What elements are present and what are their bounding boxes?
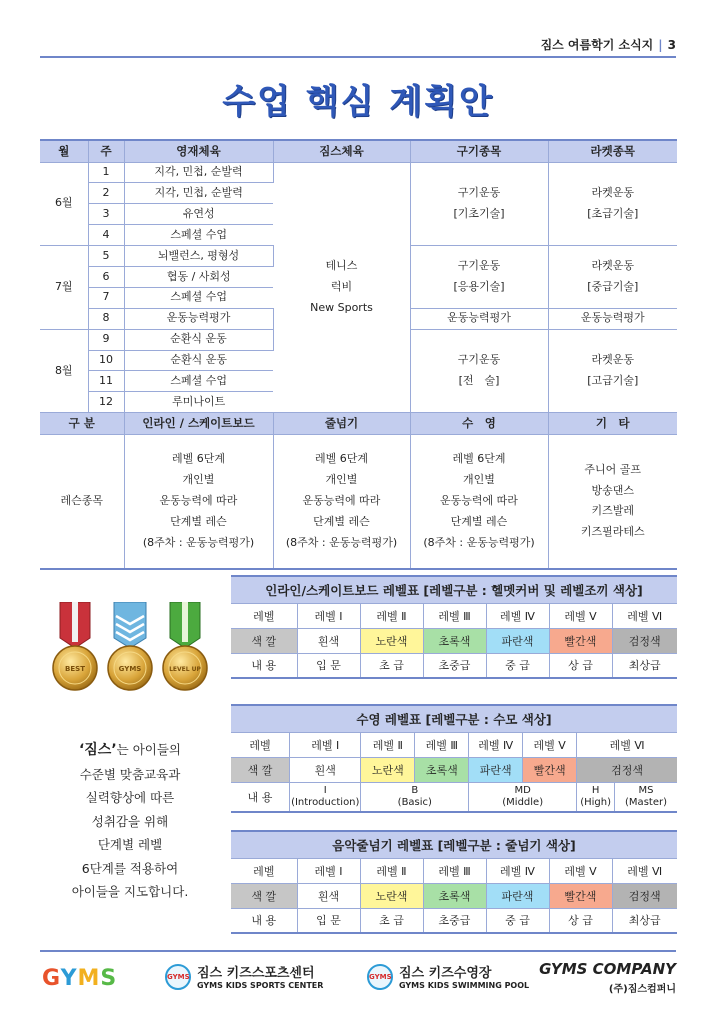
lesson-line: 개인별 — [325, 473, 358, 487]
gifted-pe-cell: 운동능력평가 — [124, 308, 273, 329]
swim-level-table — [231, 704, 677, 813]
lesson-line: 운동능력에 따라 — [302, 493, 381, 507]
swim-code: H — [591, 784, 600, 796]
week-cell: 2 — [88, 183, 124, 204]
gifted-pe-cell: 지각, 민첩, 순발력 — [124, 162, 273, 183]
footer — [40, 950, 676, 1002]
racket-line: [중급기술] — [587, 279, 639, 293]
gifted-pe-cell: 지각, 민첩, 순발력 — [124, 183, 273, 204]
swim-code: B — [411, 784, 419, 796]
header-cell: 라켓종목 — [548, 140, 677, 162]
content-cell: 초 급 — [360, 908, 423, 933]
lesson-line: 레벨 6단계 — [172, 452, 225, 466]
lesson-line: 개인별 — [463, 473, 495, 487]
color-cell-red: 빨간색 — [549, 628, 612, 653]
level-cell: 레벨 Ⅴ — [523, 732, 577, 757]
week-cell: 9 — [88, 329, 124, 350]
racket-aug-cell — [548, 329, 677, 413]
gifted-pe-cell: 스페셜 수업 — [124, 371, 273, 392]
description-line: 성취감을 위해 — [91, 813, 169, 829]
header-cell: 구기종목 — [410, 140, 548, 162]
level-cell: 레벨 Ⅳ — [486, 858, 549, 883]
level-cell: 레벨 Ⅵ — [612, 858, 677, 883]
header-cell: 월 — [40, 140, 88, 162]
content-cell: 상 급 — [549, 653, 612, 678]
swim-name: (Middle) — [502, 796, 544, 808]
swim-content-cell — [615, 782, 677, 812]
color-cell-black: 검정색 — [577, 757, 677, 782]
level-cell: 레벨 Ⅰ — [297, 858, 360, 883]
header-cell: 영재체육 — [124, 140, 273, 162]
lesson-line: 운동능력에 따라 — [440, 493, 518, 507]
color-cell-white: 흰색 — [297, 883, 360, 908]
week-cell: 4 — [88, 225, 124, 246]
color-cell-blue: 파란색 — [486, 883, 549, 908]
row-label: 레벨 — [231, 858, 297, 883]
color-cell-white: 흰색 — [290, 757, 361, 782]
level-cell: 레벨 Ⅳ — [469, 732, 523, 757]
content-cell: 초 급 — [360, 653, 423, 678]
ball-line: 구기운동 — [457, 259, 501, 272]
logo-letter: Y — [60, 966, 78, 991]
etc-line: 키즈필라테스 — [580, 525, 645, 539]
header-cell: 인라인 / 스케이트보드 — [124, 413, 273, 435]
level-cell: 레벨 Ⅴ — [549, 858, 612, 883]
header-cell: 짐스체육 — [273, 140, 410, 162]
logo-letter: M — [77, 966, 101, 991]
level-cell: 레벨 Ⅰ — [297, 603, 360, 628]
month-cell: 7월 — [40, 246, 88, 330]
header-cell: 수 영 — [410, 413, 548, 435]
week-cell: 5 — [88, 246, 124, 267]
lesson-line: 운동능력에 따라 — [159, 493, 238, 507]
color-cell-black: 검정색 — [612, 628, 677, 653]
content-cell: 상 급 — [549, 908, 612, 933]
gyms-logo — [42, 966, 117, 991]
header-divider: | — [658, 38, 663, 52]
gifted-pe-cell: 유연성 — [124, 204, 273, 225]
swim-code: MS — [638, 784, 654, 796]
color-cell-green: 초록색 — [423, 883, 486, 908]
swim-content-cell — [469, 782, 577, 812]
row-label: 색 깔 — [231, 757, 290, 782]
gifted-pe-cell: 루미나이트 — [124, 392, 273, 413]
green-ribbon-medal — [163, 602, 207, 690]
ball-june-cell — [410, 162, 548, 246]
row-label: 내 용 — [231, 653, 297, 678]
month-cell: 8월 — [40, 329, 88, 413]
color-cell-yellow: 노란색 — [360, 883, 423, 908]
schedule-table — [40, 139, 677, 570]
lesson-line: (8주차 : 운동능력평가) — [423, 535, 535, 549]
row-label: 내 용 — [231, 782, 290, 812]
color-cell-red: 빨간색 — [523, 757, 577, 782]
description-line: 실력향상에 따른 — [85, 790, 175, 805]
racket-line: [고급기술] — [587, 373, 639, 387]
center-name: 짐스 키즈스포츠센터 — [197, 966, 315, 981]
ball-line: 구기운동 — [457, 185, 501, 199]
ball-aug-cell — [410, 329, 548, 413]
schedule-header-row — [40, 140, 677, 162]
week-cell: 3 — [88, 204, 124, 225]
level-cell: 레벨 Ⅱ — [360, 603, 423, 628]
gyms-pe-item: New Sports — [310, 300, 373, 314]
content-cell: 최상급 — [612, 653, 677, 678]
row-label: 색 깔 — [231, 883, 297, 908]
gyms-pe-item: 럭비 — [330, 279, 353, 293]
description-line: 아이들을 지도합니다. — [71, 884, 189, 899]
content-cell: 중 급 — [486, 653, 549, 678]
week-cell: 6 — [88, 266, 124, 287]
racket-june-cell — [548, 162, 677, 246]
color-cell-green: 초록색 — [415, 757, 469, 782]
lesson-line: 레벨 6단계 — [315, 452, 368, 466]
racket-line: 라켓운동 — [591, 185, 634, 199]
level-cell: 레벨 Ⅱ — [360, 858, 423, 883]
lesson-line: 단계별 레슨 — [313, 514, 370, 528]
description-highlight: ‘짐스’ — [78, 742, 117, 758]
week-cell: 11 — [88, 371, 124, 392]
company-name-kr: (주)짐스컴퍼니 — [608, 984, 676, 995]
gifted-pe-cell: 뇌밸런스, 평형성 — [124, 246, 273, 267]
newsletter-title: 짐스 여름학기 소식지 — [540, 38, 654, 52]
gyms-pe-item: 테니스 — [325, 259, 358, 272]
company-name: GYMS COMPANY — [539, 960, 676, 978]
jumprope-lesson-cell — [273, 435, 410, 569]
lessons-label-cell: 레슨종목 — [40, 435, 124, 569]
swim-name: (Master) — [625, 796, 667, 808]
jumprope-level-title: 음악줄넘기 레벨표 [레벨구분 : 줄넘기 색상] — [231, 831, 677, 858]
etc-line: 방송댄스 — [591, 483, 634, 497]
swim-name: (Basic) — [397, 796, 432, 808]
row-label: 내 용 — [231, 908, 297, 933]
ball-july-cell — [410, 246, 548, 309]
description-line: 6단계를 적용하여 — [81, 860, 179, 876]
content-cell: 입 문 — [297, 908, 360, 933]
level-cell: 레벨 Ⅱ — [361, 732, 415, 757]
level-cell: 레벨 Ⅵ — [577, 732, 677, 757]
swim-level-title: 수영 레벨표 [레벨구분 : 수모 색상] — [231, 705, 677, 732]
header-cell: 주 — [88, 140, 124, 162]
level-cell: 레벨 Ⅲ — [415, 732, 469, 757]
lesson-line: 레벨 6단계 — [452, 452, 506, 466]
swim-lesson-cell — [410, 435, 548, 569]
lessons-header-row — [40, 413, 677, 435]
gifted-pe-cell: 순환식 운동 — [124, 350, 273, 371]
week-cell: 7 — [88, 287, 124, 308]
level-cell: 레벨 Ⅰ — [290, 732, 361, 757]
description-line: 단계별 레벨 — [97, 837, 163, 852]
pool-subname: GYMS KIDS SWIMMING POOL — [399, 981, 530, 990]
ball-line: 구기운동 — [457, 353, 501, 367]
logo-letter: G — [42, 966, 61, 991]
racket-eval-cell: 운동능력평가 — [548, 308, 677, 329]
swim-name: (High) — [580, 796, 611, 808]
logo-letter: S — [100, 966, 118, 991]
gifted-pe-cell: 스페셜 수업 — [124, 287, 273, 308]
gifted-pe-cell: 협동 / 사회성 — [124, 266, 273, 287]
lesson-line: (8주차 : 운동능력평가) — [142, 535, 255, 549]
ball-line: [전 술] — [458, 373, 500, 387]
etc-line: 주니어 골프 — [584, 462, 642, 476]
racket-july-cell — [548, 246, 677, 309]
swim-content-cell — [577, 782, 615, 812]
page-title: 수업 핵심 계획안 — [222, 82, 494, 122]
inline-lesson-cell — [124, 435, 273, 569]
color-cell-black: 검정색 — [612, 883, 677, 908]
color-cell-yellow: 노란색 — [360, 628, 423, 653]
content-cell: 최상급 — [612, 908, 677, 933]
level-cell: 레벨 Ⅳ — [486, 603, 549, 628]
swim-content-cell — [361, 782, 469, 812]
row-label: 레벨 — [231, 603, 297, 628]
week-cell: 12 — [88, 392, 124, 413]
jumprope-level-table — [231, 830, 677, 934]
description-line: 수준별 맞춤교육과 — [79, 766, 181, 782]
medals-illustration — [52, 602, 212, 698]
medal-label: BEST — [65, 665, 85, 673]
color-cell-red: 빨간색 — [549, 883, 612, 908]
header-cell: 구 분 — [40, 413, 124, 435]
description — [40, 738, 220, 904]
etc-line: 키즈발레 — [591, 504, 634, 518]
center-badge-icon: GYMS — [165, 964, 191, 990]
swim-name: (Introduction) — [291, 796, 360, 808]
ball-line: [기초기술] — [453, 206, 505, 220]
content-cell: 입 문 — [297, 653, 360, 678]
month-cell: 6월 — [40, 162, 88, 246]
level-cell: 레벨 Ⅵ — [612, 603, 677, 628]
gyms-pe-cell — [273, 162, 410, 413]
blue-ribbon-medal — [108, 602, 152, 690]
pool-badge-icon: GYMS — [367, 964, 393, 990]
swim-content-cell — [290, 782, 361, 812]
color-cell-yellow: 노란색 — [361, 757, 415, 782]
center-subname: GYMS KIDS SPORTS CENTER — [197, 981, 324, 990]
color-cell-blue: 파란색 — [469, 757, 523, 782]
row-label: 색 깔 — [231, 628, 297, 653]
swim-code: MD — [514, 784, 531, 796]
header-cell: 줄넘기 — [273, 413, 410, 435]
etc-lesson-cell — [548, 435, 677, 569]
content-cell: 중 급 — [486, 908, 549, 933]
gifted-pe-cell: 스페셜 수업 — [124, 225, 273, 246]
level-cell: 레벨 Ⅴ — [549, 603, 612, 628]
level-cell: 레벨 Ⅲ — [423, 603, 486, 628]
medal-label: GYMS — [118, 665, 142, 673]
content-cell: 초중급 — [423, 653, 486, 678]
ball-eval-cell: 운동능력평가 — [410, 308, 548, 329]
company-logo — [539, 960, 676, 995]
content-cell: 초중급 — [423, 908, 486, 933]
ball-line: [응용기술] — [453, 279, 505, 293]
inline-level-title: 인라인/스케이트보드 레벨표 [레벨구분 : 헬멧커버 및 레벨조끼 색상] — [231, 576, 677, 603]
color-cell-green: 초록색 — [423, 628, 486, 653]
racket-line: 라켓운동 — [591, 353, 634, 367]
racket-line: 라켓운동 — [591, 259, 634, 272]
lesson-line: 개인별 — [182, 473, 215, 487]
lesson-line: (8주차 : 운동능력평가) — [285, 535, 398, 549]
description-line: 는 아이들의 — [116, 742, 182, 757]
week-cell: 1 — [88, 162, 124, 183]
page-header — [40, 36, 676, 58]
red-ribbon-medal — [53, 602, 97, 690]
week-cell: 8 — [88, 308, 124, 329]
header-cell: 기 타 — [548, 413, 677, 435]
inline-level-table — [231, 575, 677, 679]
week-cell: 10 — [88, 350, 124, 371]
page-number: 3 — [667, 38, 676, 52]
gifted-pe-cell: 순환식 운동 — [124, 329, 273, 350]
medal-label: LEVEL UP — [169, 666, 201, 673]
color-cell-white: 흰색 — [297, 628, 360, 653]
lesson-line: 단계별 레슨 — [450, 514, 508, 528]
color-cell-blue: 파란색 — [486, 628, 549, 653]
pool-name: 짐스 키즈수영장 — [399, 966, 492, 981]
swim-code: I — [323, 784, 327, 796]
level-cell: 레벨 Ⅲ — [423, 858, 486, 883]
racket-line: [초급기술] — [587, 206, 639, 220]
row-label: 레벨 — [231, 732, 290, 757]
lesson-line: 단계별 레슨 — [170, 514, 227, 528]
